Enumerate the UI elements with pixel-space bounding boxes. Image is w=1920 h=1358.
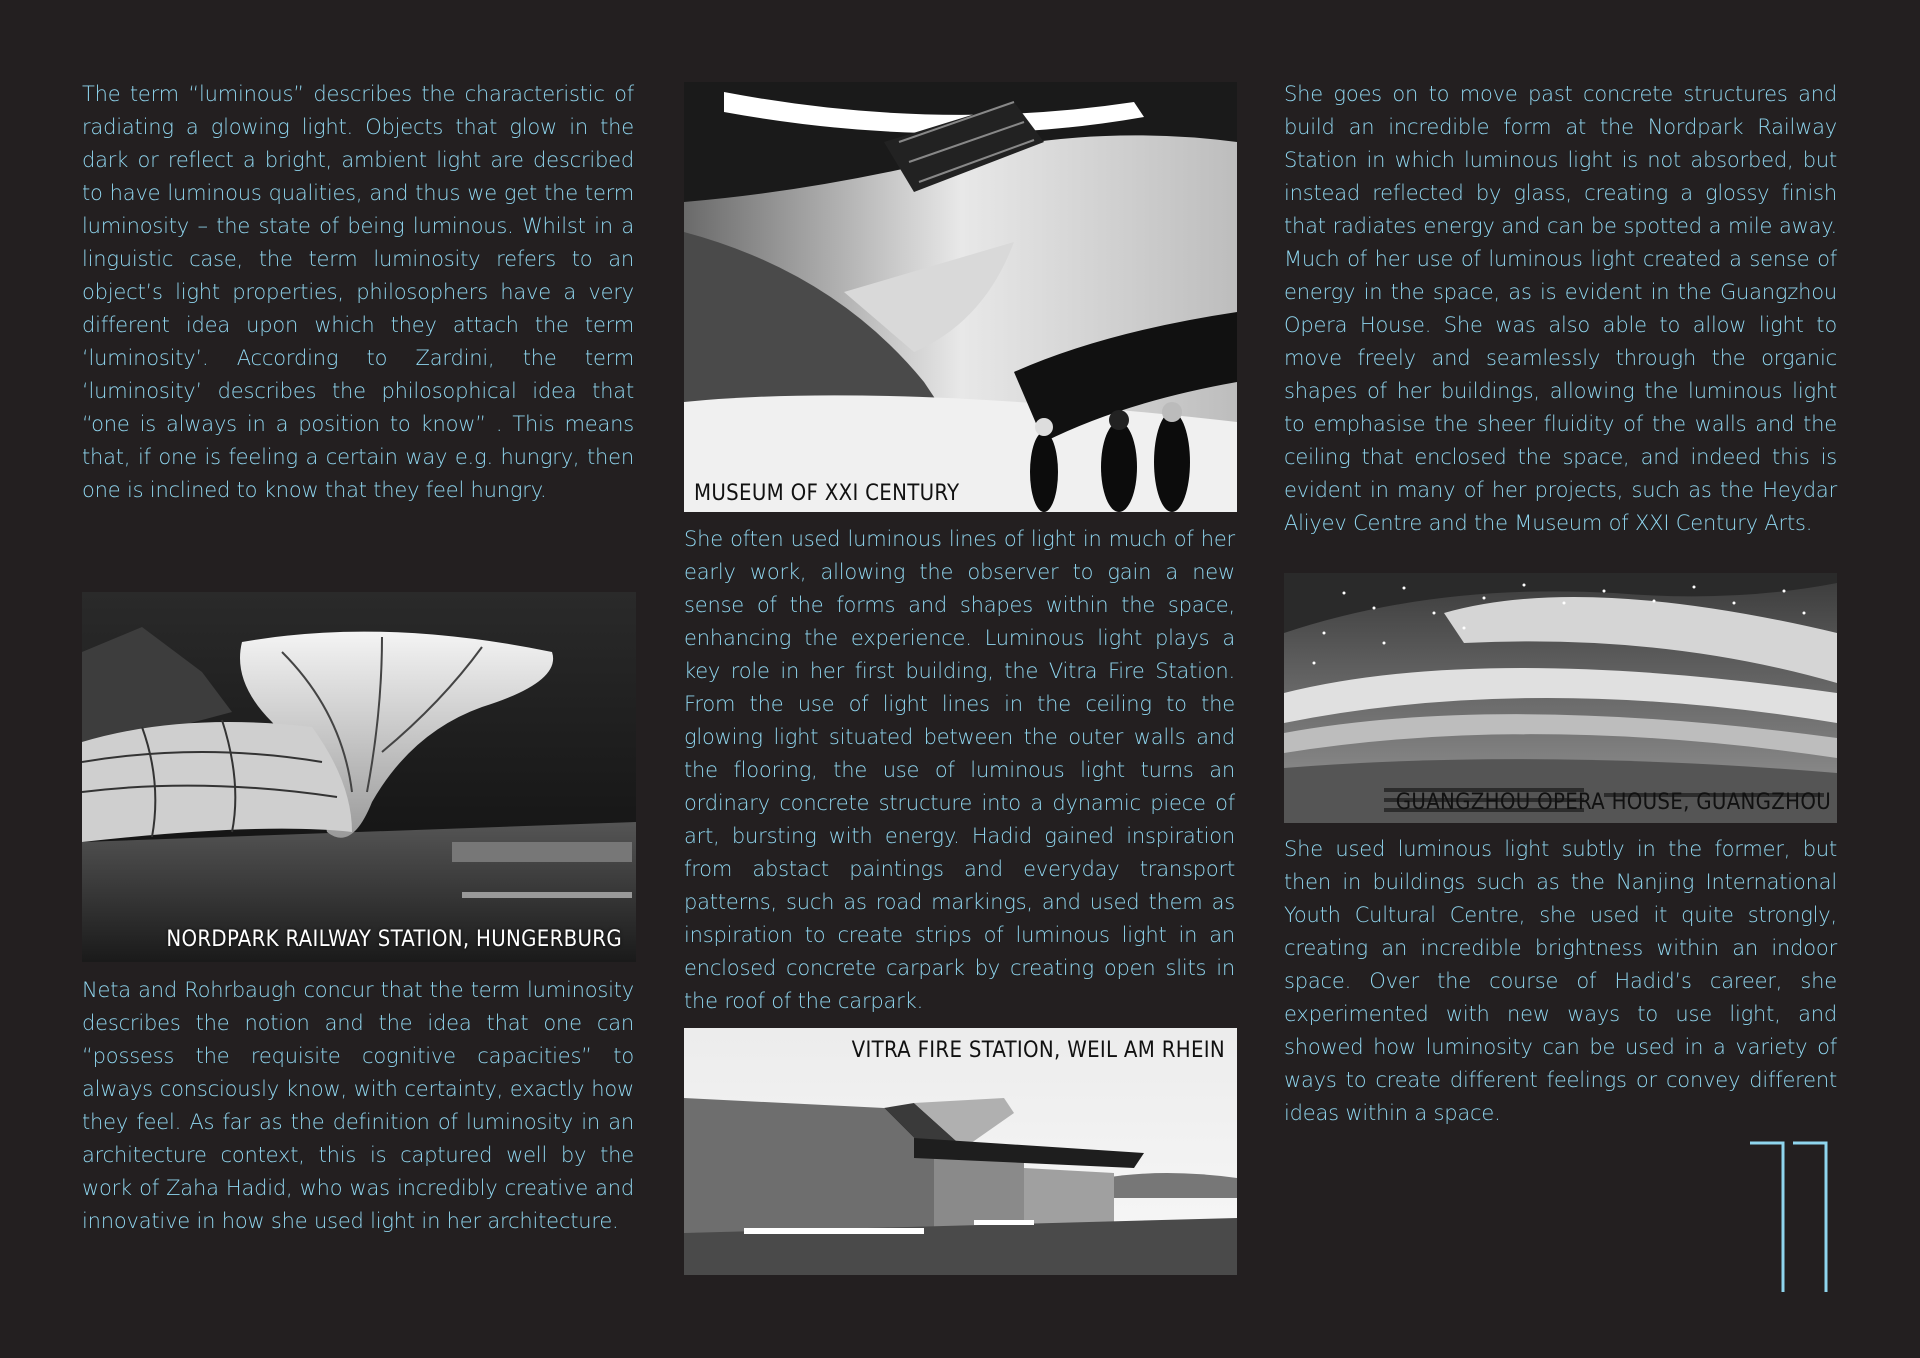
nordpark-photo-caption: NORDPARK RAILWAY STATION, HUNGERBURG [166,927,622,952]
career-paragraph: She used luminous light subtly in the former, but then in buildings such as the Nanjing International Youth Cultural Centre, she used it quite strongly, creating an incredible brightness within an indoor space. Over the course of Hadid’s career, she experimented with new ways to use light, and showed how luminosity can be used in a variety of ways to create different feelings or convey different ideas within a space. [1284,837,1837,1125]
vitra-fire-station-photo [684,1028,1237,1275]
guangzhou-photo-caption: GUANGZHOU OPERA HOUSE, GUANGZHOU [1395,790,1831,815]
nordpark-station-photo [82,592,636,962]
museum-xxi-image [684,82,1237,512]
guangzhou-opera-image [1284,573,1837,823]
intro-paragraph: The term “luminous” describes the characteristic of radiating a glowing light. Objects that glow in the dark or reflect a bright, ambient light are described to have luminous qualities, and thus we get the term luminosity – the state of being luminous. Whilst in a linguistic case, the term luminosity refers to an object’s light properties, philosophers have a very different idea upon which they attach the term ‘luminosity’. According to Zardini, the term ‘luminosity’ describes the philosophical idea that “one is always in a position to know” . This means that, if one is feeling a certain way e.g. hungry, then one is inclined to know that they feel hungry. [82,82,634,502]
page-number [1748,1140,1828,1292]
museum-photo-caption: MUSEUM OF XXI CENTURY [694,481,960,506]
nordpark-station-image [82,592,636,962]
early-work-paragraph: She often used luminous lines of light in much of her early work, allowing the observer to gain a new sense of the forms and shapes within the space, enhancing the experience. Luminous light plays a key role in her first building, the Vitra Fire Station. From the use of light lines in the ceiling to the glowing light situated between the outer walls and the flooring, the use of luminous light turns an ordinary concrete structure into a dynamic piece of art, bursting with energy. Hadid gained inspiration from abstact paintings and everyday transport patterns, such as road markings, and used them as inspiration to create strips of luminous light in an enclosed concrete carpark by creating open slits in the roof of the carpark. [684,527,1235,1013]
museum-xxi-photo [684,82,1237,512]
nordpark-paragraph: She goes on to move past concrete structures and build an incredible form at the Nordpark Railway Station in which luminous light is not absorbed, but instead reflected by glass, creating a glossy finish that radiates energy and can be spotted a mile away. Much of her use of luminous light created a sense of energy in the space, as is evident in the Guangzhou Opera House. She was also able to allow light to move freely and seamlessly through the organic shapes of her buildings, allowing the luminous light to emphasise the sheer fluidity of the walls and the ceiling that enclosed the space, and indeed this is evident in many of her projects, such as the Heydar Aliyev Centre and the Museum of XXI Century Arts. [1284,82,1837,535]
luminosity-definition-paragraph: Neta and Rohrbaugh concur that the term luminosity describes the notion and the idea that one can “possess the requisite cognitive capacities” to always consciously know, with certainty, exactly how they feel. As far as the definition of luminosity in an architecture context, this is captured well by the work of Zaha Hadid, who was incredibly creative and innovative in how she used light in her architecture. [82,978,634,1233]
page-number-digits [1748,1140,1828,1292]
vitra-photo-caption: VITRA FIRE STATION, WEIL AM RHEIN [851,1038,1225,1063]
guangzhou-opera-photo [1284,573,1837,823]
vitra-fire-station-image [684,1028,1237,1275]
